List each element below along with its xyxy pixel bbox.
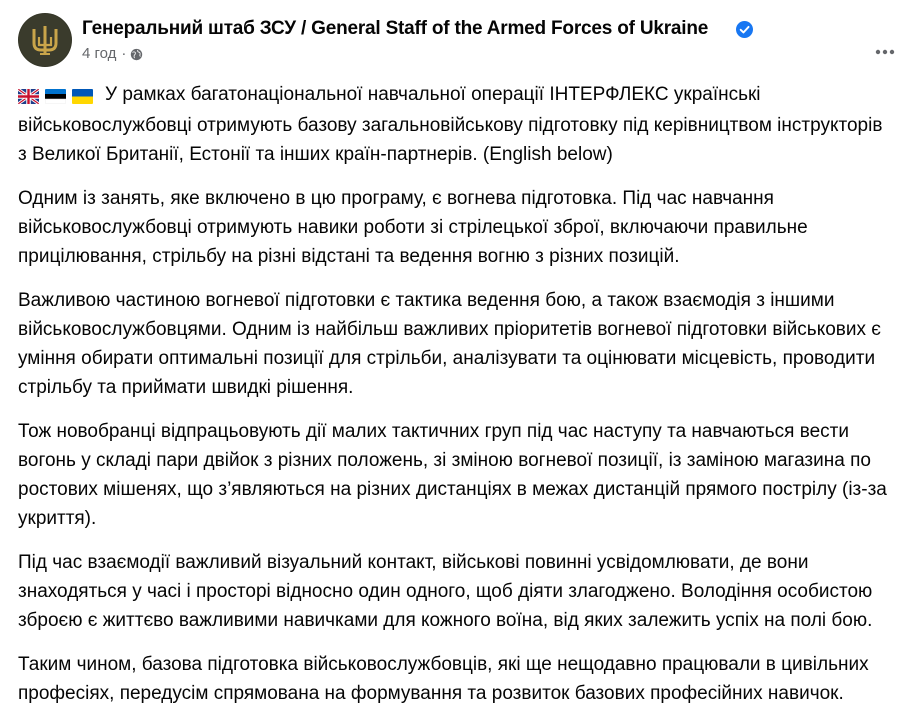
flag-uk-icon — [18, 89, 39, 104]
post-message — [18, 80, 894, 723]
post-meta — [82, 44, 143, 64]
meta-separator: · — [121, 45, 127, 62]
post-paragraph: Тож новобранці відпрацьовують дії малих тактичних груп під час наступу та навчаються вести вогонь у складі пари двійок з різних положень, зі зміною вогневої позиції, із заміною магазина по ростових мішенях, що з’являються на різних дистанціях в межах дистанцій прямого пострілу (із-за укриття). — [18, 421, 887, 529]
paragraph-text: У рамках багатонаціональної навчальної операції ІНТЕРФЛЕКС українські військовослужбовці отримують базову загальновійськову підготовку під керівництвом інструкторів з Великої Британії, Естонії та інших країн-партнерів. (English below) — [18, 84, 883, 165]
post-timestamp-link[interactable]: 4 год — [82, 45, 117, 62]
flag-emojis — [18, 82, 99, 111]
post-paragraph: Важливою частиною вогневої підготовки є тактика ведення бою, а також взаємодія з іншими військовослужбовцями. Одним із найбільш важливих пріоритетів вогневої підготовки військових є уміння обирати оптимальні позиції для стрільби, аналізувати та оцінювати місцевість, проводити стрільбу та приймати швидкі рішення. — [18, 290, 881, 398]
trident-emblem-icon — [28, 23, 62, 57]
page-avatar[interactable] — [18, 13, 72, 67]
flag-ukraine-icon — [72, 89, 93, 104]
post-paragraph: Одним із занять, яке включено в цю програму, є вогнева підготовка. Під час навчання військовослужбовці отримують навики роботи зі стрілецької зброї, включаючи правильне прицілювання, стрільбу на різні відстані та ведення вогню з різних позицій. — [18, 188, 808, 267]
post-paragraph: Таким чином, базова підготовка військовослужбовців, які ще нещодавно працювали в цивільних професіях, передусім спрямована на формування та розвиток базових професійних навичок. — [18, 654, 869, 704]
verified-badge-icon — [736, 21, 753, 38]
flag-estonia-icon — [45, 89, 66, 104]
globe-icon — [130, 48, 143, 61]
more-options-icon — [875, 49, 895, 55]
page-name-link[interactable]: Генеральний штаб ЗСУ / General Staff of the Armed Forces of Ukraine — [82, 18, 709, 39]
post-paragraph — [18, 80, 894, 169]
post-paragraph: Під час взаємодії важливий візуальний контакт, військові повинні усвідомлювати, де вони знаходяться у часі і просторі відносно один одного, щоб діяти злагоджено. Володіння особистою зброєю є життєво важливими навичками для кожного воїна, від яких залежить успіх на полі бою. — [18, 552, 873, 631]
more-options-button[interactable] — [866, 33, 904, 71]
post-header — [18, 13, 906, 69]
